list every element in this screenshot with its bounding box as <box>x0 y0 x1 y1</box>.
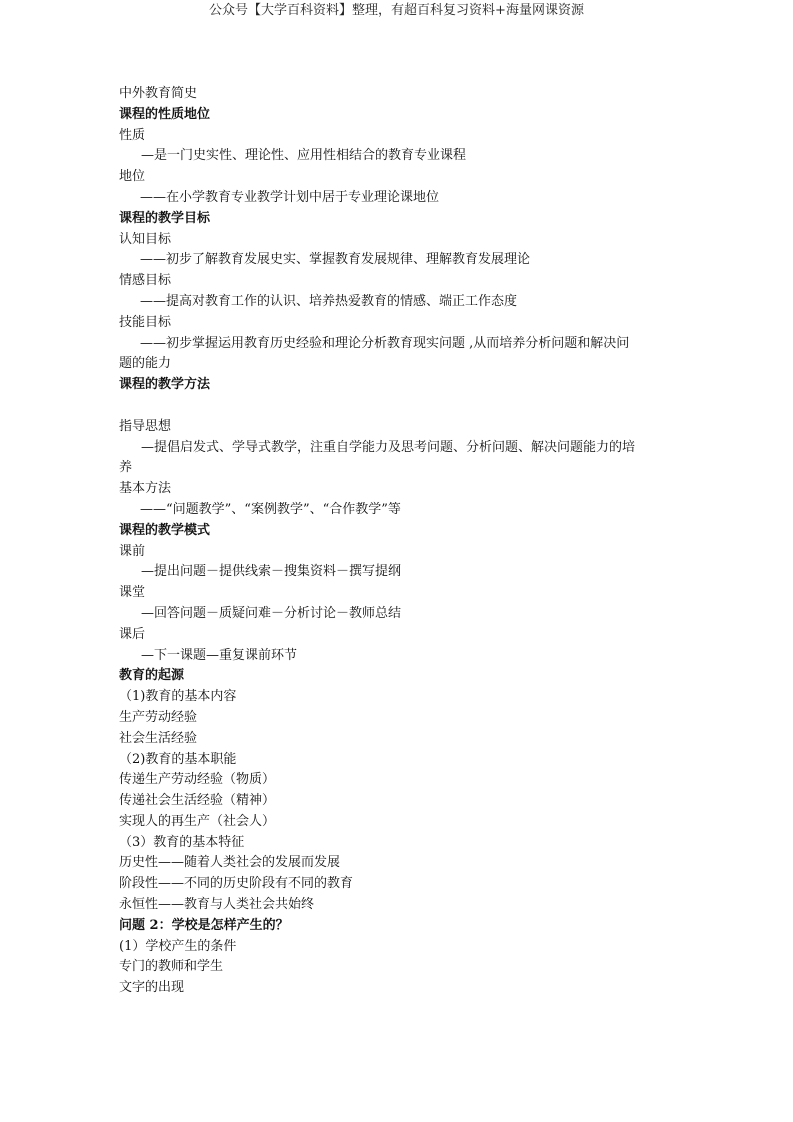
list-item: 传递生产劳动经验（物质） <box>119 772 276 788</box>
text-skill-goal-line1: ——初步掌握运用教育历史经验和理论分析教育现实问题 ,从而培养分析问题和解决问 <box>140 335 630 351</box>
list-item: 传递社会生活经验（精神） <box>119 793 276 809</box>
list-item: 社会生活经验 <box>119 730 198 746</box>
text-position: ——在小学教育专业教学计划中居于专业理论课地位 <box>140 189 440 205</box>
label-basic-method: 基本方法 <box>119 481 172 497</box>
label-position: 地位 <box>119 169 146 185</box>
subheading-basic-function: （2)教育的基本职能 <box>119 751 237 767</box>
label-nature: 性质 <box>119 127 146 143</box>
section-heading-goals: 课程的教学目标 <box>119 210 211 226</box>
text-after-class: —下一课题—重复课前环节 <box>141 647 298 663</box>
text-guiding-idea-line1: —提倡启发式、学导式教学，注重自学能力及思考问题、分析问题、解决问题能力的培 <box>141 439 636 455</box>
label-cognitive-goal: 认知目标 <box>119 231 172 247</box>
text-basic-method: ——“问题教学”、“案例教学”、“合作教学”等 <box>140 501 401 517</box>
text-guiding-idea-line2: 养 <box>119 460 133 476</box>
section-heading-school-origin: 问题 2：学校是怎样产生的？ <box>119 917 289 933</box>
section-heading-modes: 课程的教学模式 <box>119 522 211 538</box>
subheading-basic-feature: （3）教育的基本特征 <box>119 834 245 850</box>
label-before-class: 课前 <box>119 543 146 559</box>
list-item: 永恒性——教育与人类社会共始终 <box>119 897 315 913</box>
label-after-class: 课后 <box>119 626 146 642</box>
label-skill-goal: 技能目标 <box>119 314 172 330</box>
text-cognitive-goal: ——初步了解教育发展史实、掌握教育发展规律、理解教育发展理论 <box>140 252 531 268</box>
section-heading-nature: 课程的性质地位 <box>119 106 211 122</box>
text-in-class: —回答问题－质疑问难－分析讨论－教师总结 <box>141 605 402 621</box>
label-emotional-goal: 情感目标 <box>119 273 172 289</box>
subheading-basic-content: （1)教育的基本内容 <box>119 689 237 705</box>
list-item: 专门的教师和学生 <box>119 959 224 975</box>
label-guiding-idea: 指导思想 <box>119 418 172 434</box>
blank-line <box>119 396 689 417</box>
list-item: 文字的出现 <box>119 980 185 996</box>
text-skill-goal-line2: 题的能力 <box>119 356 172 372</box>
document-body <box>119 84 689 999</box>
section-heading-methods: 课程的教学方法 <box>119 377 211 393</box>
list-item: 生产劳动经验 <box>119 709 198 725</box>
section-heading-origin: 教育的起源 <box>119 668 185 684</box>
list-item: 阶段性——不同的历史阶段有不同的教育 <box>119 876 354 892</box>
text-emotional-goal: ——提高对教育工作的认识、培养热爱教育的情感、端正工作态度 <box>140 293 518 309</box>
text-before-class: —提出问题－提供线索－搜集资料－撰写提纲 <box>141 564 402 580</box>
page-header: 公众号【大学百科资料】整理，有超百科复习资料+海量网课资源 <box>209 3 584 18</box>
list-item: 实现人的再生产（社会人） <box>119 813 276 829</box>
list-item: 历史性——随着人类社会的发展而发展 <box>119 855 341 871</box>
document-title: 中外教育简史 <box>119 86 198 101</box>
subheading-school-conditions: (1）学校产生的条件 <box>119 938 237 954</box>
label-in-class: 课堂 <box>119 585 146 601</box>
text-nature: —是一门史实性、理论性、应用性相结合的教育专业课程 <box>141 148 467 164</box>
